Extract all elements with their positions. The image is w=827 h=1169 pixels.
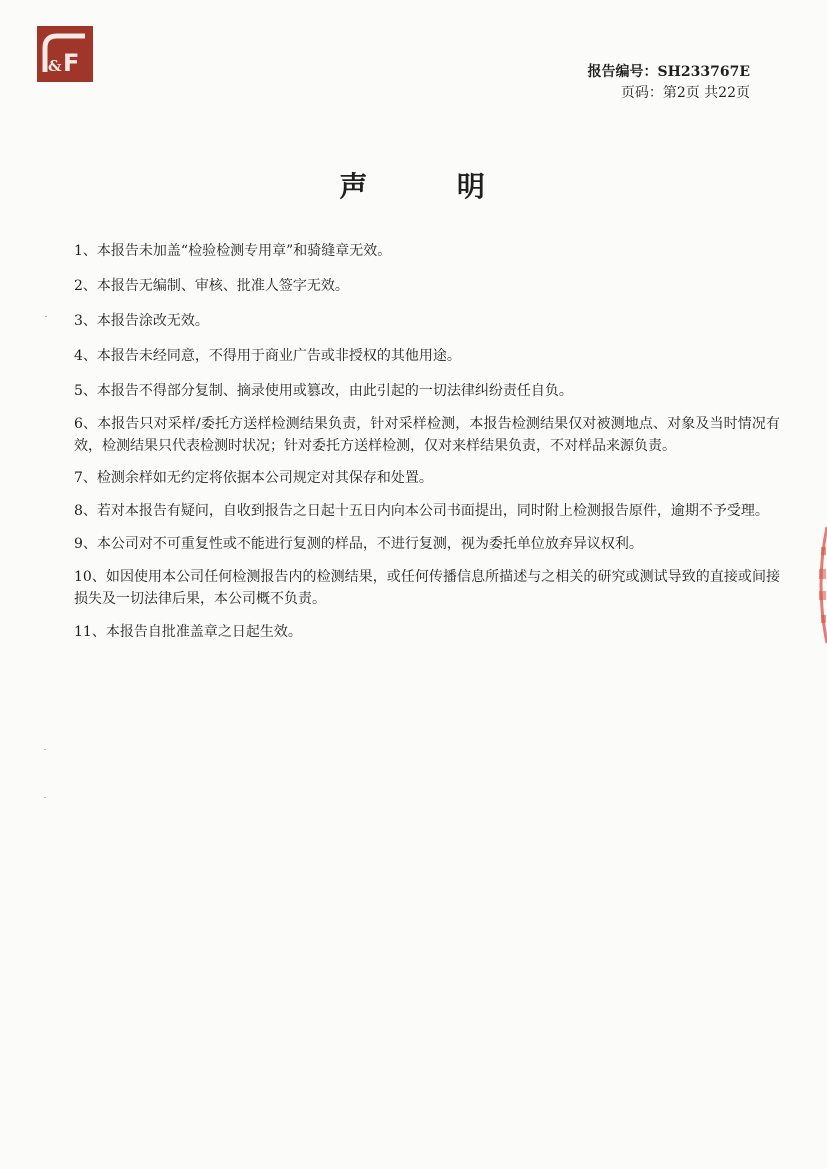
list-item: 6、本报告只对采样/委托方送样检测结果负责，针对采样检测，本报告检测结果仅对被测地点、对象及当时情况有效，检测结果只代表检测时状况；针对委托方送样检测，仅对来样结果负责，不对样品来源负责。 <box>74 416 780 454</box>
list-item: 2、本报告无编制、审核、批准人签字无效。 <box>74 278 349 294</box>
report-meta <box>588 62 750 104</box>
scan-speck <box>45 316 47 317</box>
svg-text:F: F <box>63 49 80 77</box>
title-char-1: 声 <box>339 170 371 203</box>
list-item: 7、检测余样如无约定将依据本公司规定对其保存和处置。 <box>74 470 433 486</box>
seal-stamp-edge <box>813 525 827 645</box>
svg-text:&: & <box>48 57 62 75</box>
list-item: 9、本公司对不可重复性或不能进行复测的样品，不进行复测，视为委托单位放弃异议权利。 <box>74 536 643 552</box>
list-item: 4、本报告未经同意，不得用于商业广告或非授权的其他用途。 <box>74 348 461 364</box>
page-count-value: 第2页 共22页 <box>662 85 750 101</box>
stamp-fragment-icon <box>813 525 827 645</box>
af-logo-icon <box>37 26 93 82</box>
report-number-line <box>588 62 750 83</box>
list-item: 8、若对本报告有疑问，自收到报告之日起十五日内向本公司书面提出，同时附上检测报告原件，逾期不予受理。 <box>74 503 769 519</box>
list-item: 11、本报告自批准盖章之日起生效。 <box>74 624 302 640</box>
scan-speck <box>44 797 46 798</box>
page-count-label: 页码： <box>620 85 663 101</box>
scan-speck <box>44 749 46 750</box>
list-item: 10、如因使用本公司任何检测报告内的检测结果，或任何传播信息所描述与之相关的研究或测试导致的直接或间接损失及一切法律后果，本公司概不负责。 <box>74 569 780 607</box>
statement-list <box>74 240 780 643</box>
title-char-2: 明 <box>456 170 488 203</box>
page-count-line <box>588 83 750 104</box>
list-item: 5、本报告不得部分复制、摘录使用或篡改，由此引起的一切法律纠纷责任自负。 <box>74 383 573 399</box>
report-number-value: SH233767E <box>657 64 750 80</box>
page-title <box>0 165 827 205</box>
list-item: 1、本报告未加盖“检验检测专用章”和骑缝章无效。 <box>74 243 392 259</box>
report-number-label: 报告编号： <box>587 64 658 80</box>
list-item: 3、本报告涂改无效。 <box>74 313 209 329</box>
company-logo <box>37 26 93 82</box>
